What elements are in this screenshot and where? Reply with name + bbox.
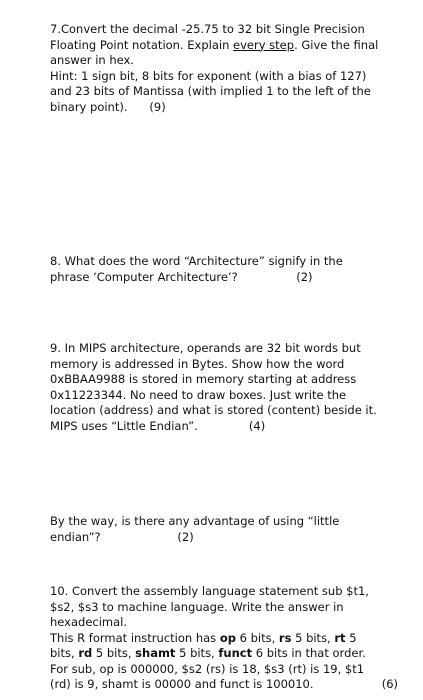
q10-line-4-text-a: This R format instruction has bbox=[50, 630, 220, 645]
q9-line-1: 9. In MIPS architecture, operands are 32 bit words but bbox=[50, 341, 361, 355]
q7-line-2 bbox=[50, 38, 390, 54]
q10-line-1: 10. Convert the assembly language statement sub $t1, bbox=[50, 584, 369, 598]
rt-field-label: rt bbox=[334, 630, 346, 645]
q9-line-4: 0x11223344. No need to draw boxes. Just write the bbox=[50, 387, 347, 402]
q10-line-2: $s2, $s3 to machine language. Write the answer in bbox=[50, 599, 344, 614]
rs-field-label: rs bbox=[278, 630, 292, 645]
q7-hint-2: and 23 bits of Mantissa (with implied 1 to the left of the bbox=[50, 84, 371, 98]
q10-line-4-text-c: 5 bits, bbox=[291, 630, 335, 645]
q7-line-1: 7.Convert the decimal -25.75 to 32 bit Single Precision bbox=[50, 22, 365, 36]
q10-line-4-text-d: 5 bbox=[345, 630, 357, 645]
question-9 bbox=[50, 341, 390, 434]
q10-marks: (6) bbox=[381, 677, 398, 691]
q10-line-6: For sub, op is 000000, $s2 (rs) is 18, $s3 (rt) is 19, $t1 bbox=[50, 661, 365, 676]
q10-line-5-text-d: 6 bits in that order. bbox=[252, 646, 366, 660]
q10-line-3: hexadecimal. bbox=[50, 615, 128, 629]
every-step-underlined: every step bbox=[233, 37, 295, 52]
q8-line-2: phrase ‘Computer Architecture’? (2) bbox=[50, 269, 313, 284]
q10-line-7 bbox=[50, 677, 398, 693]
btw-line-2: endian”? (2) bbox=[50, 529, 194, 544]
q10-line-7-text: (rd) is 9, shamt is 00000 and funct is 100010. bbox=[50, 677, 314, 691]
q8-line-1: 8. What does the word “Architecture” signify in the bbox=[50, 254, 343, 268]
q9-line-3: 0xBBAA9988 is stored in memory starting at address bbox=[50, 372, 357, 386]
funct-field-label: funct bbox=[218, 646, 253, 660]
question-8 bbox=[50, 254, 390, 285]
q7-hint-1: Hint: 1 sign bit, 8 bits for exponent (with a bias of 127) bbox=[50, 68, 367, 83]
q10-line-4-text-b: 6 bits, bbox=[235, 630, 279, 645]
q10-line-5-text-c: 5 bits, bbox=[175, 646, 219, 660]
question-7 bbox=[50, 22, 390, 115]
q7-line-2-text-a: Floating Point notation. Explain bbox=[50, 37, 234, 52]
q9-line-6: MIPS uses “Little Endian”. (4) bbox=[50, 418, 266, 433]
q10-line-5-text-a: bits, bbox=[50, 646, 79, 660]
btw-line-1: By the way, is there any advantage of using “little bbox=[50, 514, 340, 528]
rd-field-label: rd bbox=[78, 646, 93, 660]
q9-line-5: location (address) and what is stored (content) beside it. bbox=[50, 403, 377, 417]
q10-line-5 bbox=[50, 646, 390, 662]
q7-line-3: answer in hex. bbox=[50, 53, 134, 67]
q7-hint-3: binary point). (9) bbox=[50, 99, 166, 114]
q10-line-4 bbox=[50, 631, 390, 647]
q10-line-5-text-b: 5 bits, bbox=[92, 646, 136, 660]
by-the-way-question bbox=[50, 514, 390, 545]
q7-line-2-text-b: . Give the final bbox=[294, 37, 379, 52]
q9-line-2: memory is addressed in Bytes. Show how the word bbox=[50, 356, 345, 371]
question-10 bbox=[50, 584, 398, 693]
shamt-field-label: shamt bbox=[135, 646, 176, 660]
op-field-label: op bbox=[219, 630, 236, 645]
